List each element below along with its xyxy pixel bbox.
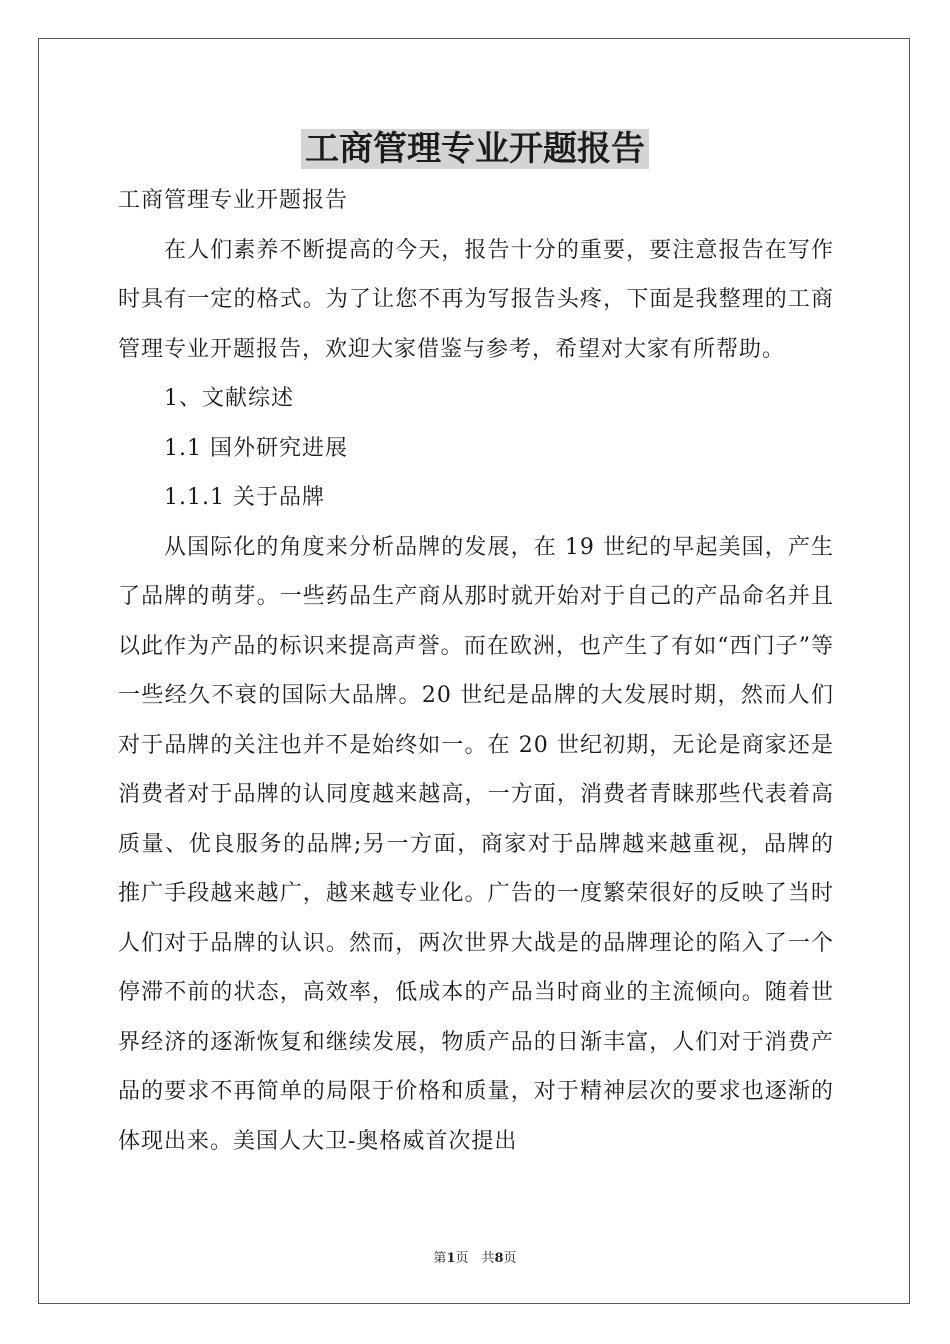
section-heading-1: 1、文献综述	[164, 386, 294, 411]
document-title-text: 工商管理专业开题报告	[301, 129, 649, 169]
body-paragraph: 从国际化的角度来分析品牌的发展，在 19 世纪的早起美国，产生了品牌的萌芽。一些药品生产商从那时就开始对于自己的产品命名并且以此作为产品的标识来提高声誉。而在欧洲，也产生了有如“西门子”等一些经久不衰的国际大品牌。20 世纪是品牌的大发展时期，然而人们对于品牌的关注也并不是始终如一。在 20 世纪初期，无论是商家还是消费者对于品牌的认同度越来越高，一方面，消费者青睐那些代表着高质量、优良服务的品牌;另一方面，商家对于品牌越来越重视，品牌的推广手段越来越广，越来越专业化。广告的一度繁荣很好的反映了当时人们对于品牌的认识。然而，两次世界大战是的品牌理论的陷入了一个停滞不前的状态，高效率，低成本的产品当时商业的主流倾向。随着世界经济的逐渐恢复和继续发展，物质产品的日渐丰富，人们对于消费产品的要求不再简单的局限于价格和质量，对于精神层次的要求也逐渐的体现出来。美国人大卫-奥格威首次提出	[118, 534, 834, 1154]
footer-page-suffix: 页	[503, 1251, 517, 1266]
section-heading-1-1: 1.1 国外研究进展	[164, 435, 348, 461]
document-body	[118, 176, 834, 1166]
document-subtitle: 工商管理专业开题报告	[118, 188, 349, 213]
document-title	[0, 126, 950, 172]
footer-page-current: 1	[446, 1251, 456, 1266]
footer-page-total: 8	[494, 1251, 504, 1266]
page-footer	[0, 1247, 950, 1266]
footer-page-prefix: 第	[433, 1251, 447, 1266]
section-heading-1-1-1: 1.1.1 关于品牌	[164, 485, 325, 510]
intro-paragraph: 在人们素养不断提高的今天，报告十分的重要，要注意报告在写作时具有一定的格式。为了让您不再为写报告头疼，下面是我整理的工商管理专业开题报告，欢迎大家借鉴与参考，希望对大家有所帮助。	[118, 237, 834, 362]
footer-page-mid: 页 共	[455, 1251, 495, 1266]
